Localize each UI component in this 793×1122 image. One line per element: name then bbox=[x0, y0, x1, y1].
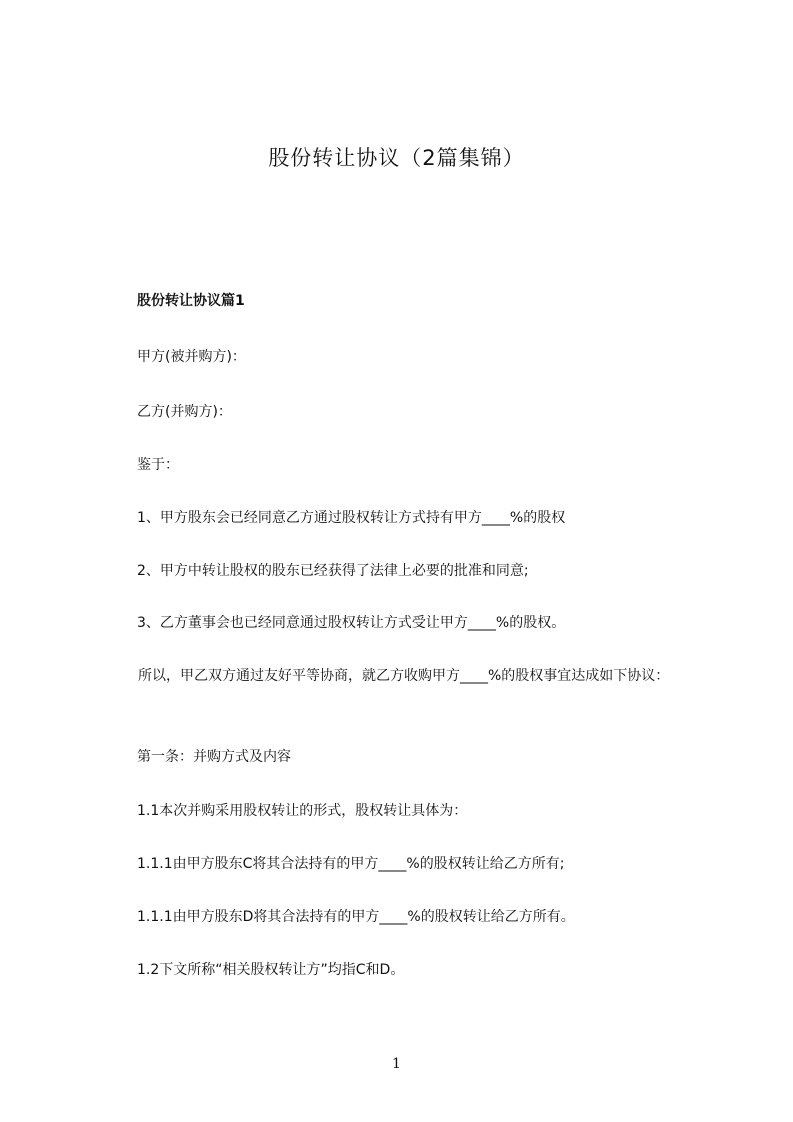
clause-1-1: 1.1本次并购采用股权转让的形式，股权转让具体为： bbox=[137, 803, 468, 819]
whereas-line: 鉴于： bbox=[137, 457, 179, 473]
article-1-title: 第一条：并购方式及内容 bbox=[137, 749, 291, 765]
recital-3: 3、乙方董事会也已经同意通过股权转让方式受让甲方____%的股权。 bbox=[137, 615, 566, 631]
clause-1-1-1-c: 1.1.1由甲方股东C将其合法持有的甲方____%的股权转让给乙方所有; bbox=[137, 856, 565, 872]
party-a-line: 甲方(被并购方)： bbox=[137, 349, 246, 365]
conclusion-paragraph: 所以，甲乙双方通过友好平等协商，就乙方收购甲方____%的股权事宜达成如下协议： bbox=[138, 668, 670, 684]
clause-1-1-1-d: 1.1.1由甲方股东D将其合法持有的甲方____%的股权转让给乙方所有。 bbox=[137, 909, 575, 925]
clause-1-2: 1.2下文所称“相关股权转让方”均指C和D。 bbox=[137, 962, 405, 978]
section-heading: 股份转让协议篇1 bbox=[137, 293, 245, 309]
document-title: 股份转让协议（2篇集锦） bbox=[268, 146, 525, 170]
party-b-line: 乙方(并购方)： bbox=[137, 404, 232, 420]
recital-1: 1、甲方股东会已经同意乙方通过股权转让方式持有甲方____%的股权 bbox=[137, 510, 566, 526]
page-number: 1 bbox=[392, 1056, 401, 1072]
recital-2: 2、甲方中转让股权的股东已经获得了法律上必要的批准和同意; bbox=[137, 563, 529, 579]
